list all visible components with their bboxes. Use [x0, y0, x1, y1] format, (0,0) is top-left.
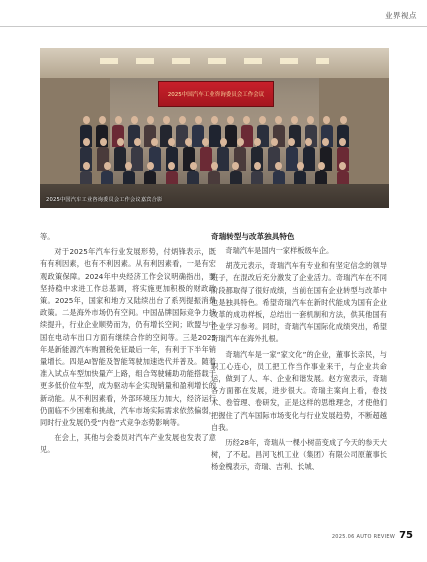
person-head — [339, 138, 346, 146]
right-paragraph-2: 胡茂元表示，奇瑞汽车有专业和有坚定信念的领导班子，在混改后充分激发了企业活力。奇瑞汽车在不同阶段都取得了很好成绩，当前在国有企业转型与改革中也是独具特色。希望奇瑞汽车在新时代能成为国有企业改革的成功样板，总结出一套机制和方法，供其他国有企业学习参考。同时，奇瑞汽车国际化成绩突出，希望奇瑞汽车在海外扎根。 — [211, 261, 387, 344]
section-heading: 奇瑞转型与改革独具特色 — [211, 232, 295, 241]
issue-label: 2025.06 AUTO REVIEW — [331, 534, 396, 540]
person-head — [254, 162, 261, 170]
page-number: 75 — [399, 530, 413, 541]
page-footer — [332, 530, 413, 541]
person-head — [134, 138, 141, 146]
person-head — [168, 162, 175, 170]
person-head — [131, 116, 138, 124]
person-head — [339, 162, 346, 170]
person-head — [291, 116, 298, 124]
person-head — [275, 162, 282, 170]
person-head — [211, 116, 218, 124]
stage-banner: 2025中国汽车工业咨询委员会工作会议 — [158, 81, 274, 107]
person-head — [202, 138, 209, 146]
person-head — [83, 116, 90, 124]
person-head — [115, 116, 122, 124]
person-head — [318, 162, 325, 170]
person-head — [307, 116, 314, 124]
person-head — [117, 138, 124, 146]
person-head — [179, 116, 186, 124]
left-column — [40, 231, 216, 460]
person-head — [83, 138, 90, 146]
person-head — [220, 138, 227, 146]
person-head — [322, 138, 329, 146]
left-paragraph-1: 等。 — [40, 232, 55, 241]
person-head — [297, 162, 304, 170]
person-head — [168, 138, 175, 146]
person-head — [254, 138, 261, 146]
photo-caption: 2025中国汽车工业咨询委员会工作会议嘉宾合影 — [46, 197, 163, 203]
person-head — [323, 116, 330, 124]
person-head — [100, 138, 107, 146]
right-paragraph-4: 历经28年，奇瑞从一棵小树苗变成了今天的参天大树，了不起。昌河飞机工业（集团）有限公司原董事长杨金槐表示，奇瑞、吉利、长城、 — [211, 438, 387, 472]
person-head — [232, 162, 239, 170]
right-paragraph-3: 奇瑞汽车是一家“家文化”的企业，董事长亲民，与职工心连心，员工把工作当作事业来干，与企业共命运，做到了人、车、企业和谐发展。赵方宽表示，奇瑞各方面都在发展，进步很大。奇瑞主案向上看，卷技术、卷管理、卷研发，正是这样的思维理念，才使他们把握住了汽车国际市场变化与行业发展趋势，不断超越自我。 — [211, 349, 387, 432]
left-paragraph-3: 在会上，其他与会委员对汽车产业发展也发表了意见。 — [40, 433, 216, 455]
person-head — [125, 162, 132, 170]
person-head — [151, 138, 158, 146]
person-head — [243, 116, 250, 124]
person-head — [195, 116, 202, 124]
person-head — [190, 162, 197, 170]
person-head — [288, 138, 295, 146]
group-photo — [40, 48, 389, 208]
person-head — [305, 138, 312, 146]
section-tag: 业界视点 — [385, 11, 417, 20]
header-rule — [0, 26, 427, 27]
person-head — [83, 162, 90, 170]
person-head — [227, 116, 234, 124]
person-head — [163, 116, 170, 124]
left-paragraph-2: 对于2025年汽车行业发展形势，付炳锋表示，既有有利因素，也有不利因素。从有利因素看，一是有宏观政策保障。2024年中央经济工作会议明确指出，要坚持稳中求进工作总基调，将实施更加积极的财政政策。2025年，国家和地方又陆续出台了系列提振消费政策。二是海外市场仍有空间。中国品牌国际竞争力持续提升，行业企业顺势而为，仍有增长空间；欧盟与中国在电动车出口方面有继续合作的空间等。三是2025年是新能源汽车购置税免征最后一年，有利于下半年销量增长。四是AI智能及智能驾驶加速迭代并普及。随着准入试点车型加快量产上路，组合驾驶辅助功能搭载于更多低价位车型，成为驱动车企实现销量和盈利增长的新动能。从不利因素看，外部环境压力加大，经济运行仍面临不少困难和挑战，汽车市场实际需求依然偏弱，同时行业发展仍受“内卷”式竞争态势影响等。 — [40, 247, 216, 428]
person-head — [104, 162, 111, 170]
person-head — [147, 116, 154, 124]
person-head — [271, 138, 278, 146]
person-head — [185, 138, 192, 146]
person-head — [259, 116, 266, 124]
ceiling-lights — [40, 48, 389, 78]
person-head — [275, 116, 282, 124]
person-head — [211, 162, 218, 170]
person-head — [340, 116, 347, 124]
right-column — [211, 231, 387, 477]
right-paragraph-1: 奇瑞汽车是国内一家样板级车企。 — [225, 246, 334, 255]
person-head — [99, 116, 106, 124]
person-head — [147, 162, 154, 170]
person-head — [237, 138, 244, 146]
